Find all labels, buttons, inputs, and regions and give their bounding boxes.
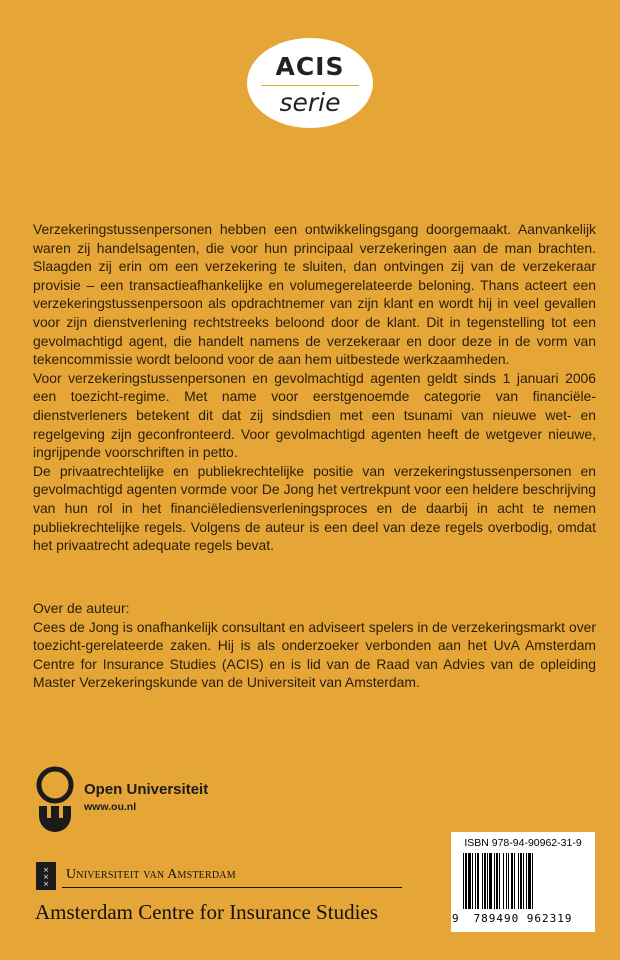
open-universiteit-logo-icon xyxy=(36,766,74,834)
barcode-number: 789490 962319 xyxy=(473,912,573,925)
blurb-paragraph: De privaatrechtelijke en publiekrechtelijke positie van verzekeringstussenpersonen en gevolmachtigd agenten vormde voor De Jong het vertrekpunt voor een heldere beschrijving van hun rol in het financiëlediensverleningsproces en de daarbij in acht te nemen publiekrechtelijke regels. Volgens de auteur is een deel van deze regels overbodig, omdat het privaatrecht adequate regels bevat. xyxy=(33,462,596,554)
open-universiteit-name: Open Universiteit xyxy=(84,781,209,798)
blurb-paragraph: Verzekeringstussenpersonen hebben een ontwikkelingsgang doorgemaakt. Aanvankelijk waren zij handelsagenten, die voor hun principaal verzekeringen aan de man brachten. Slaagden zij erin om een verzekering te sluiten, dan ontvingen zij van de verzekeraar provisie – een transactieafhankelijke en volumegerelateerde beloning. Thans acteert een verzekeringstussenpersoon als opdrachtnemer van zijn klant en wordt hij in veel gevallen voor zijn dienstverlening rechtstreeks beloond door de klant. Dit in tegenstelling tot een gevolmachtigd agent, die handelt namens de verzekeraar en door deze in de vorm van tekencommissie wordt beloond voor de aan hem uitbestede werkzaamheden. xyxy=(33,221,596,368)
svg-text:×: × xyxy=(43,880,49,888)
barcode xyxy=(451,832,595,932)
isbn-label: ISBN 978-94-90962-31-9 xyxy=(464,837,582,849)
barcode-digits xyxy=(451,912,595,925)
uva-crest-icon xyxy=(36,862,56,890)
svg-text:×: × xyxy=(43,866,49,874)
series-subtitle: serie xyxy=(279,88,341,117)
barcode-lead-digit: 9 xyxy=(452,912,460,925)
series-divider xyxy=(261,85,359,86)
acis-full-name: Amsterdam Centre for Insurance Studies xyxy=(35,900,378,924)
author-bio: Cees de Jong is onafhankelijk consultant en adviseert spelers in de verzekeringsmarkt over toezicht-gerelateerde zaken. Hij is als onderzoeker verbonden aan het UvA Amsterdam Centre for Insurance Studies (ACIS) en is lid van de Raad van Advies van de opleiding Master Verzekeringskunde van de Universiteit van Amsterdam. xyxy=(33,618,596,691)
blurb-paragraph: Voor verzekeringstussenpersonen en gevolmachtigd agenten geldt sinds 1 januari 2006 een toezicht-regime. Met name voor eerstgenoemde categorie van financiëledienstverleners betekent dit dat zij sindsdien met een tsunami van nieuwe wet- en regelgeving zijn geconfronteerd. Voor gevolmachtigd agenten heeft de wetgever nieuwe, ingrijpende voorschriften in petto. xyxy=(33,369,596,461)
barcode-bars-icon xyxy=(461,853,585,913)
uva-name: Universiteit van Amsterdam xyxy=(66,867,236,882)
series-title: ACIS xyxy=(275,52,345,81)
series-badge xyxy=(247,38,373,128)
svg-text:×: × xyxy=(43,873,49,881)
uva-underline xyxy=(62,887,402,888)
open-universiteit-url: www.ou.nl xyxy=(84,801,137,813)
blurb xyxy=(33,220,596,555)
author-heading: Over de auteur: xyxy=(33,600,130,616)
about-author xyxy=(33,599,596,692)
